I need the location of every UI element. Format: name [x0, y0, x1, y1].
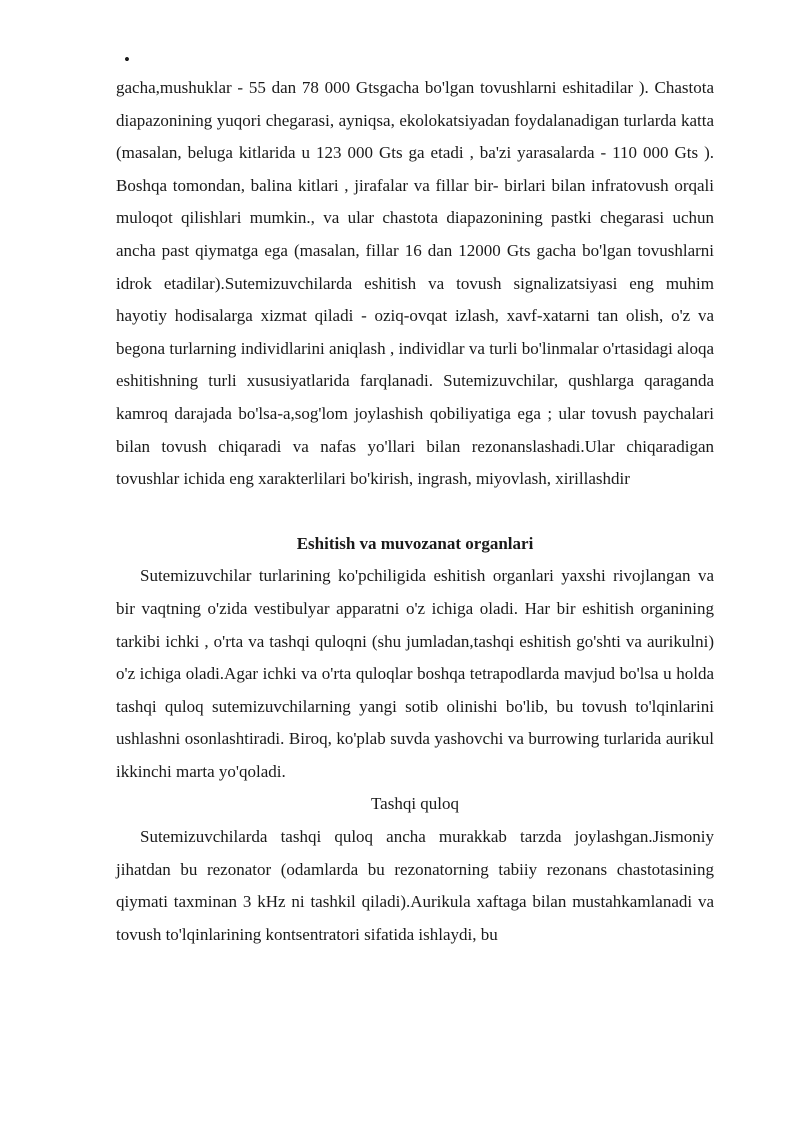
- document-page: [116, 48, 714, 951]
- section-heading-hearing-balance: Eshitish va muvozanat organlari: [296, 533, 534, 553]
- paragraph-outer-ear: Sutemizuvchilarda tashqi quloq ancha murakkab tarzda joylashgan.Jismoniy jihatdan bu rezonator (odamlarda bu rezonatorning tabiiy rezonans chastotasining qiymati taxminan 3 kHz ni tashkil qiladi).Aurikula xaftaga bilan mustahkamlanadi va tovush to'lqinlarining kontsentratori sifatida ishlaydi, bu: [116, 827, 714, 944]
- section-heading-outer-ear: Tashqi quloq: [370, 794, 460, 814]
- paragraph-hearing-organs: Sutemizuvchilar turlarining ko'pchiligida eshitish organlari yaxshi rivojlangan va bir vaqtning o'zida vestibulyar apparatni o'z ichiga oladi. Har bir eshitish organining tarkibi ichki , o'rta va tashqi quloqni (shu jumladan,tashqi eshitish go'shti va aurikulni) o'z ichiga oladi.Agar ichki va o'rta quloqlar boshqa tetrapodlarda mavjud bo'lsa u holda tashqi quloq sutemizuvchilarning yangi sotib olinishi bo'lib, bu tovush to'lqinlarini ushlashni osonlashtiradi. Biroq, ko'plab suvda yashovchi va burrowing turlarida aurikul ikkinchi marta yo'qoladi.: [116, 566, 714, 781]
- bullet-marker: •: [124, 50, 130, 69]
- paragraph-hearing-range: gacha,mushuklar - 55 dan 78 000 Gtsgacha bo'lgan tovushlarni eshitadilar ). Chastota diapazonining yuqori chegarasi, ayniqsa, ekolokatsiyadan foydalanadigan turlarda katta (masalan, beluga kitlarida u 123 000 Gts ga etadi , ba'zi yarasalarda - 110 000 Gts ). Boshqa tomondan, balina kitlari , jirafalar va fillar bir- birlari bilan infratovush orqali muloqot qilishlari mumkin., va ular chastota diapazonining pastki chegarasi uchun ancha past qiymatga ega (masalan, fillar 16 dan 12000 Gts gacha bo'lgan tovushlarni idrok etadilar).Sutemizuvchilarda eshitish va tovush signalizatsiyasi eng muhim hayotiy hodisalarga xizmat qiladi - oziq-ovqat izlash, xavf-xatarni tan olish, o'z va begona turlarning individlarini aniqlash , individlar va turli bo'linmalar o'rtasidagi aloqa eshitishning turli xususiyatlarida farqlanadi. Sutemizuvchilar, qushlarga qaraganda kamroq darajada bo'lsa-a,sog'lom joylashish qobiliyatiga ega ; ular tovush paychalari bilan tovush chiqaradi va nafas yo'llari bilan rezonanslashadi.Ular chiqaradigan tovushlar ichida eng xarakterlilari bo'kirish, ingrash, miyovlash, xirillashdir: [116, 78, 714, 489]
